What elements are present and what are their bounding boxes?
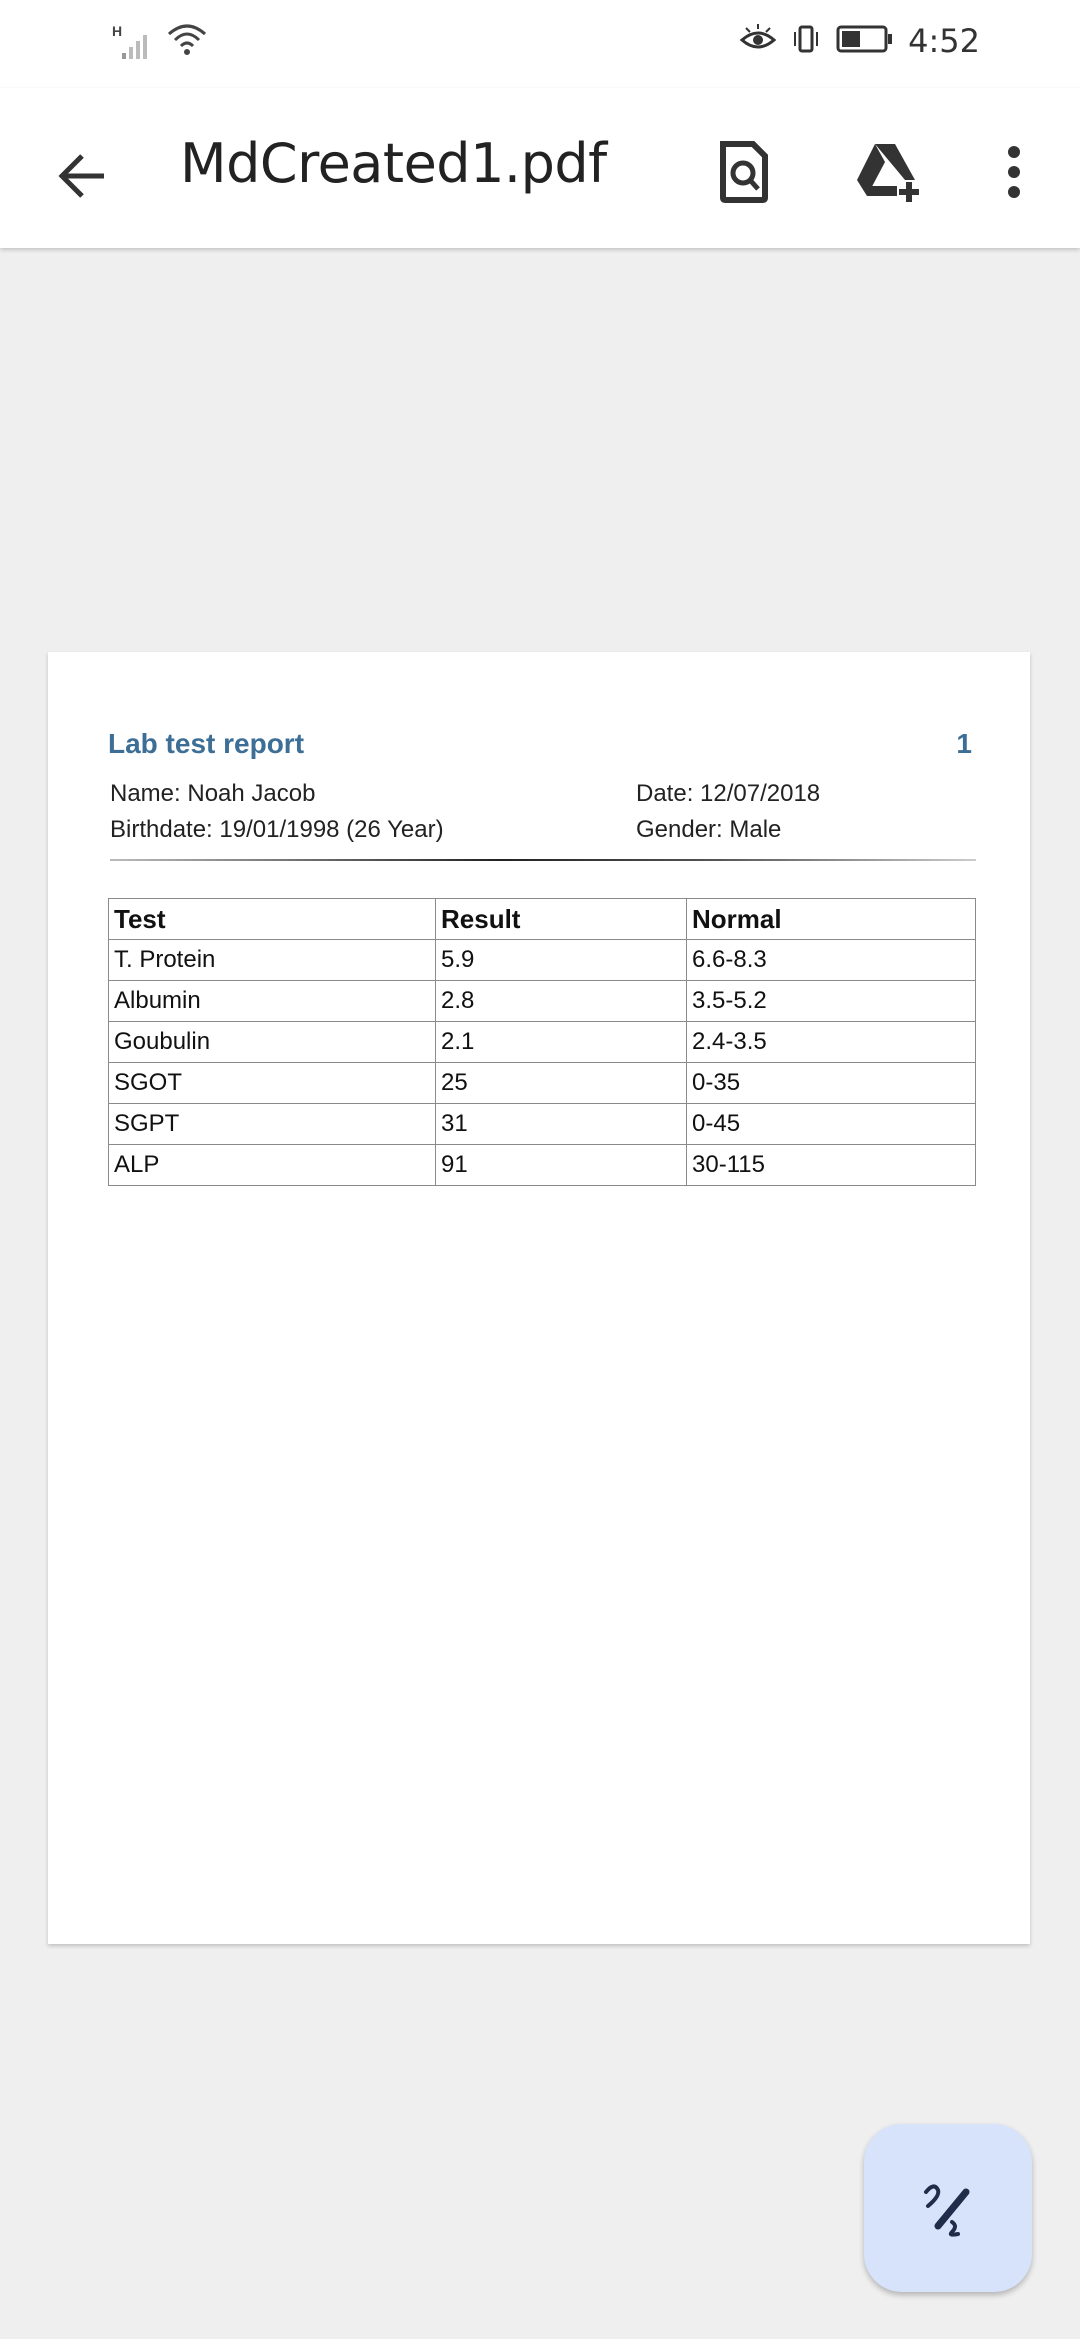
cell-result: 5.9 [436,940,687,981]
eye-comfort-icon [740,24,776,59]
more-vert-icon [1004,144,1024,200]
header-divider [110,859,976,861]
document-title: MdCreated1.pdf [180,132,607,195]
cell-test: ALP [109,1145,436,1186]
back-button[interactable] [46,140,118,212]
report-title: Lab test report [108,728,305,759]
vibrate-icon [790,23,822,60]
page-number: 1 [956,728,972,759]
cell-result: 25 [436,1063,687,1104]
table-row [109,1104,976,1145]
table-header-row [109,899,976,940]
find-in-page-icon [717,140,771,204]
battery-icon [836,24,894,59]
status-bar [0,0,1080,88]
status-time: 4:52 [908,22,980,60]
status-right [740,22,980,60]
status-left [112,22,208,61]
cell-result: 31 [436,1104,687,1145]
table-row [109,981,976,1022]
cell-result: 2.1 [436,1022,687,1063]
cell-test: SGOT [109,1063,436,1104]
edit-fab-button[interactable] [864,2124,1032,2292]
table-row [109,1022,976,1063]
add-to-drive-button[interactable] [848,132,928,212]
patient-gender: Gender: Male [636,816,782,843]
back-arrow-icon [54,148,110,204]
cell-normal: 3.5-5.2 [687,981,976,1022]
signal-icon [112,23,156,61]
more-options-button[interactable] [974,132,1054,212]
cell-test: Goubulin [109,1022,436,1063]
edit-pen-icon [918,2178,978,2238]
table-row [109,940,976,981]
pdf-page[interactable] [48,652,1030,1944]
patient-birthdate: Birthdate: 19/01/1998 (26 Year) [110,816,444,843]
cell-normal: 0-45 [687,1104,976,1145]
patient-name: Name: Noah Jacob [110,780,316,807]
find-in-page-button[interactable] [704,132,784,212]
cell-result: 2.8 [436,981,687,1022]
network-type: H [112,23,123,39]
table-row [109,1145,976,1186]
cell-test: SGPT [109,1104,436,1145]
report-date: Date: 12/07/2018 [636,780,821,807]
cell-normal: 0-35 [687,1063,976,1104]
app-bar [0,88,1080,248]
wifi-icon [166,22,208,61]
cell-normal: 6.6-8.3 [687,940,976,981]
table-row [109,1063,976,1104]
header-result: Result [436,899,687,940]
cell-result: 91 [436,1145,687,1186]
cell-test: T. Protein [109,940,436,981]
cell-normal: 30-115 [687,1145,976,1186]
cell-normal: 2.4-3.5 [687,1022,976,1063]
header-test: Test [109,899,436,940]
cell-test: Albumin [109,981,436,1022]
lab-results-table [108,898,976,1186]
header-normal: Normal [687,899,976,940]
add-to-drive-icon [853,142,923,202]
